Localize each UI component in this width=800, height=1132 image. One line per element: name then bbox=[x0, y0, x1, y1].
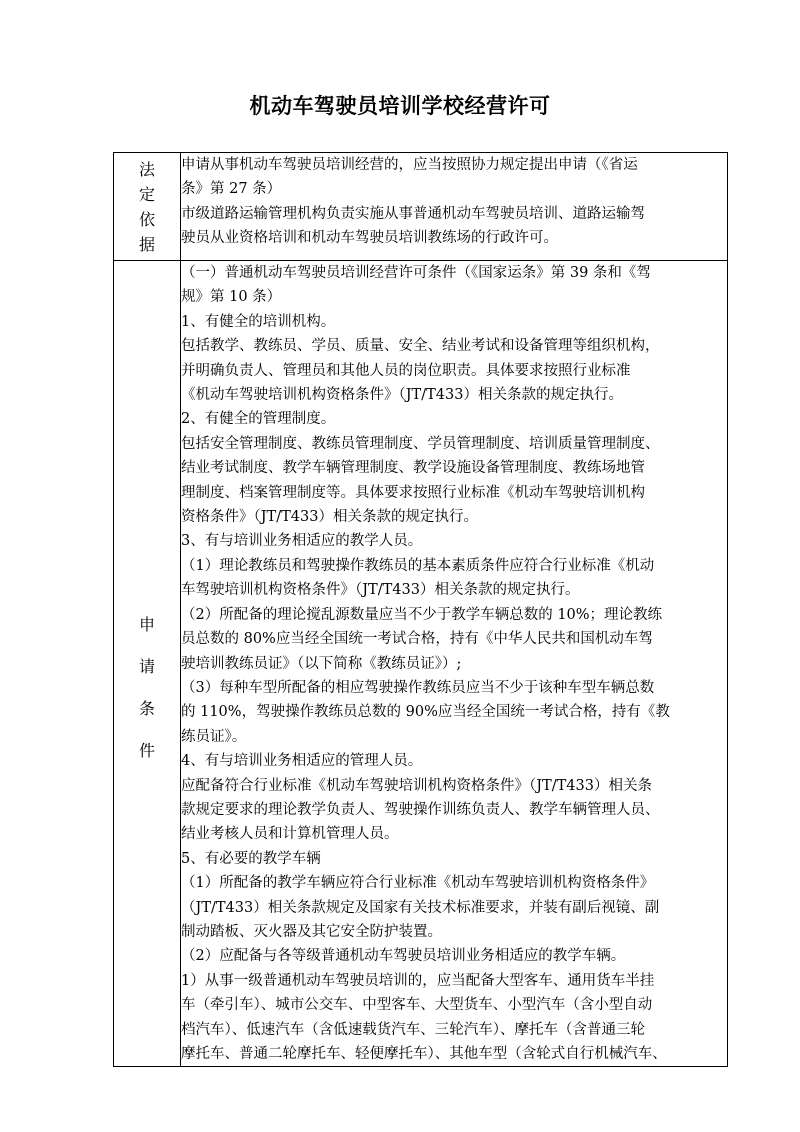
label-char: 请 bbox=[138, 657, 155, 676]
label-char: 定 bbox=[138, 185, 155, 204]
text-line: 2、有健全的管理制度。 bbox=[181, 411, 336, 428]
label-char: 法 bbox=[138, 160, 155, 179]
text-line: （3）每种车型所配备的相应驾驶操作教练员应当不少于该种车型车辆总数 bbox=[181, 679, 655, 696]
text-line: （2）应配备与各等级普通机动车驾驶员培训业务相适应的教学车辆。 bbox=[181, 948, 626, 965]
text-line: 市级道路运输管理机构负责实施从事普通机动车驾驶员培训、道路运输驾 bbox=[181, 205, 645, 222]
text-line: 驶员从业资格培训和机动车驾驶员培训教练场的行政许可。 bbox=[181, 230, 558, 247]
label-char: 申 bbox=[138, 615, 155, 634]
permit-table bbox=[113, 152, 728, 1067]
label-char: 依 bbox=[138, 210, 155, 229]
legal-basis-row bbox=[114, 153, 728, 261]
text-line: 驶培训教练员证》（以下简称《教练员证》）; bbox=[181, 655, 462, 672]
legal-basis-content bbox=[181, 153, 728, 261]
legal-basis-label bbox=[114, 153, 180, 257]
legal-basis-label-cell bbox=[114, 153, 181, 261]
text-line: （JT/T433）相关条款规定及国家有关技术标准要求，并装有副后视镜、副 bbox=[181, 899, 660, 916]
text-line: （2）所配备的理论搅乱源数量应当不少于教学车辆总数的 10%；理论教练 bbox=[181, 606, 663, 623]
text-line: （1）所配备的教学车辆应符合行业标准《机动车驾驶培训机构资格条件》 bbox=[181, 875, 655, 892]
text-line: 款规定要求的理论教学负责人、驾驶操作训练负责人、教学车辆管理人员、 bbox=[181, 801, 660, 818]
text-line: 的 110%，驾驶操作教练员总数的 90%应当经全国统一考试合格，持有《教 bbox=[181, 704, 670, 721]
text-line: 包括安全管理制度、教练员管理制度、学员管理制度、培训质量管理制度、 bbox=[181, 435, 660, 452]
text-line: 结业考核人员和计算机管理人员。 bbox=[181, 826, 399, 843]
text-line: 应配备符合行业标准《机动车驾驶培训机构资格条件》（JT/T433）相关条 bbox=[181, 777, 652, 794]
text-line: 资格条件》（JT/T433）相关条款的规定执行。 bbox=[181, 509, 478, 526]
text-line: 结业考试制度、教学车辆管理制度、教学设施设备管理制度、教练场地管 bbox=[181, 460, 645, 477]
text-line: 摩托车、普通二轮摩托车、轻便摩托车）、其他车型（含轮式自行机械汽车、 bbox=[181, 1046, 667, 1062]
text-line: 员总数的 80%应当经全国统一考试合格，持有《中华人民共和国机动车驾 bbox=[181, 631, 653, 648]
text-line: 并明确负责人、管理员和其他人员的岗位职责。具体要求按照行业标准 bbox=[181, 362, 631, 379]
text-line: 4、有与培训业务相适应的管理人员。 bbox=[181, 753, 423, 770]
text-line: 1、有健全的培训机构。 bbox=[181, 313, 336, 330]
text-line: 档汽车）、低速汽车（含低速载货汽车、三轮汽车）、摩托车（含普通三轮 bbox=[181, 1021, 645, 1038]
text-line: 车（牵引车）、城市公交车、中型客车、大型货车、小型汽车（含小型自动 bbox=[181, 997, 653, 1014]
text-line: 理制度、档案管理制度等。具体要求按照行业标准《机动车驾驶培训机构 bbox=[181, 484, 645, 501]
conditions-label-cell bbox=[114, 261, 181, 1067]
page-title: 机动车驾驶员培训学校经营许可 bbox=[249, 94, 551, 118]
conditions-label bbox=[114, 261, 180, 772]
conditions-content bbox=[181, 261, 728, 1067]
text-line: （一）普通机动车驾驶员培训经营许可条件（《国家运条》第 39 条和《驾 bbox=[181, 265, 651, 281]
text-line: 车驾驶培训机构资格条件》（JT/T433）相关条款的规定执行。 bbox=[181, 582, 580, 599]
label-char: 据 bbox=[138, 235, 155, 254]
text-line: 制动踏板、灭火器及其它安全防护装置。 bbox=[181, 923, 442, 940]
text-line: 5、有必要的教学车辆 bbox=[181, 850, 321, 867]
text-line: 规》第 10 条） bbox=[181, 289, 282, 306]
text-line: （1）理论教练员和驾驶操作教练员的基本素质条件应符合行业标准《机动 bbox=[181, 557, 655, 574]
text-line: 1）从事一级普通机动车驾驶员培训的，应当配备大型客车、通用货车半挂 bbox=[181, 972, 655, 989]
text-line: 《机动车驾驶培训机构资格条件》（JT/T433）相关条款的规定执行。 bbox=[181, 387, 623, 404]
text-line: 包括教学、教练员、学员、质量、安全、结业考试和设备管理等组织机构， bbox=[181, 338, 660, 355]
text-line: 申请从事机动车驾驶员培训经营的，应当按照协力规定提出申请（《省运 bbox=[181, 157, 638, 173]
text-line: 条》第 27 条） bbox=[181, 181, 282, 198]
label-char: 件 bbox=[138, 741, 155, 760]
label-char: 条 bbox=[138, 699, 155, 718]
text-line: 练员证》。 bbox=[181, 728, 247, 745]
conditions-row bbox=[114, 261, 728, 1067]
text-line: 3、有与培训业务相适应的教学人员。 bbox=[181, 533, 423, 550]
